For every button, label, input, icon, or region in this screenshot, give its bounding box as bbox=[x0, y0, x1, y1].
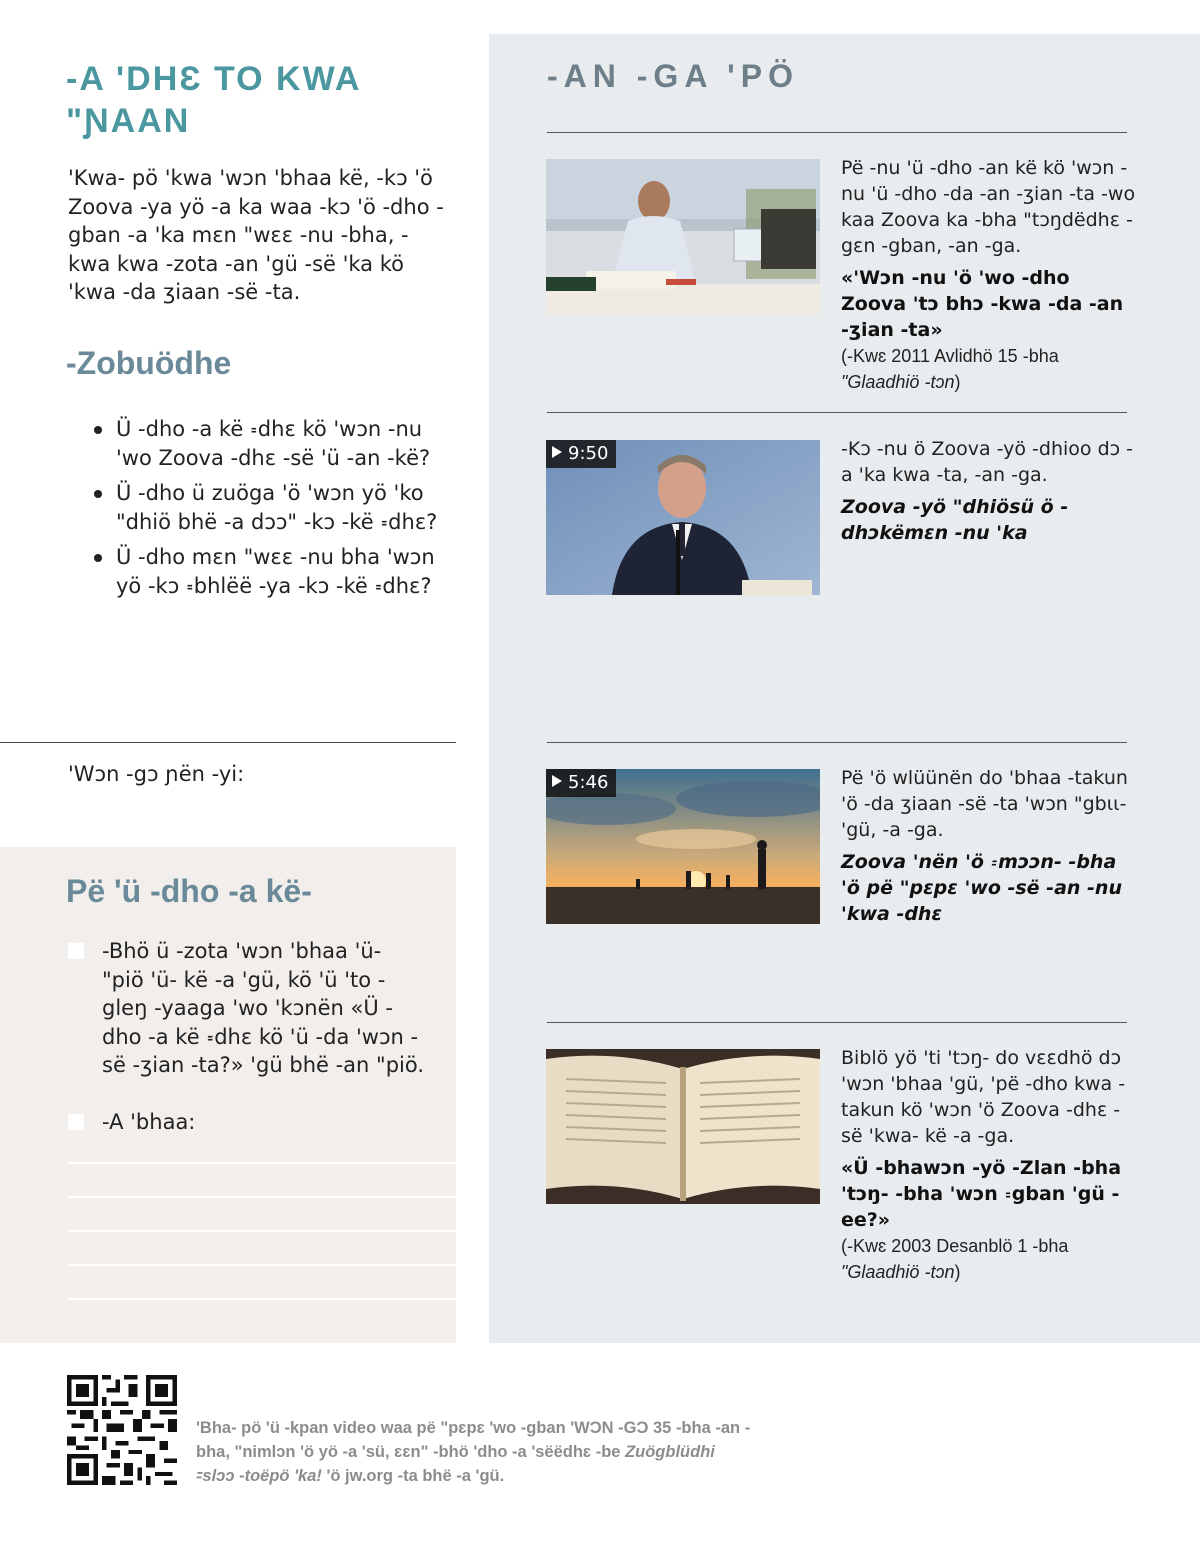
footer-text-b: Zuögblüdhi ꞊slɔɔ -toëpö 'ka! bbox=[196, 1443, 715, 1485]
question-item: Ü -dho ü zuöga 'ö 'wɔn yö 'ko "dhiö bhë -a dɔɔ" -kɔ -kë ꞊dhɛ? bbox=[92, 479, 462, 536]
footer-text-a: 'Bha- pö 'ü -kpan video waa pë "pɛpɛ 'wo -gban 'WƆN -GƆ 35 -bha -an -bha, "nimlɔn 'ö yö -a 'sü, ɛɛn" -bhö 'dho -a 'sëëdhɛ -be bbox=[196, 1419, 751, 1461]
checkbox-icon[interactable] bbox=[68, 1114, 84, 1130]
source-close: ) bbox=[954, 372, 961, 392]
action-item-text: -Bhö ü -zota 'wɔn 'bhaa 'ü- "piö 'ü- kë -a 'gü, kö 'ü 'to -gleŋ -yaaga 'wo 'kɔnën «Ü -dho -a kë ꞊dhɛ kö 'ü -da 'wɔn -së -ʒian -ta?» 'gü bhë -an "piö. bbox=[102, 939, 425, 1077]
source-date: (-Kwɛ 2003 Desanblö 1 -bha bbox=[841, 1236, 1069, 1256]
divider bbox=[547, 132, 1127, 133]
explore-heading: -AN -GA 'PÖ bbox=[547, 58, 799, 94]
video-thumbnail-sunset[interactable] bbox=[546, 769, 820, 924]
explore-panel bbox=[489, 34, 1200, 1343]
divider bbox=[547, 1022, 1127, 1023]
footer-note bbox=[196, 1416, 756, 1488]
resource-text bbox=[841, 765, 1141, 927]
left-column bbox=[0, 0, 456, 1343]
man-studying-image bbox=[546, 159, 820, 314]
intro-paragraph: 'Kwa- pö 'kwa 'wɔn 'bhaa kë, -kɔ 'ö Zoova -ya yö -a ka waa -kɔ 'ö -dho -gban -a 'ka mɛn "wɛɛ -nu -bha, -kwa kwa -zota -an 'gü -së 'ka kö 'kwa -da ʒiaan -së -ta. bbox=[68, 166, 444, 304]
qr-code-icon[interactable] bbox=[67, 1375, 177, 1485]
video-duration bbox=[546, 440, 616, 468]
write-line[interactable] bbox=[68, 1264, 456, 1266]
duration-text: 9:50 bbox=[568, 443, 609, 464]
question-item: Ü -dho -a kë ꞊dhɛ kö 'wɔn -nu 'wo Zoova -dhɛ -së 'ü -an -kë? bbox=[92, 415, 462, 472]
action-item-text: -A 'bhaa: bbox=[102, 1110, 196, 1134]
source-date: (-Kwɛ 2011 Avlidhö 15 -bha bbox=[841, 346, 1059, 366]
write-line[interactable] bbox=[68, 1162, 456, 1164]
source-magazine: "Glaadhiö -tɔn bbox=[841, 1262, 955, 1282]
resource-text bbox=[841, 436, 1141, 546]
write-line[interactable] bbox=[68, 1196, 456, 1198]
write-line[interactable] bbox=[68, 1230, 456, 1232]
questions-heading: -Zobuödhe bbox=[66, 345, 232, 381]
question-list bbox=[92, 415, 462, 607]
duration-text: 5:46 bbox=[568, 772, 609, 793]
footer-text-c: 'ö jw.org -ta bhë -a 'gü. bbox=[321, 1467, 505, 1485]
play-icon bbox=[552, 775, 562, 787]
write-line[interactable] bbox=[68, 1298, 456, 1300]
resource-link[interactable]: «'Wɔn -nu 'ö 'wo -dho Zoova 'tɔ bhɔ -kwa -da -an -ʒian -ta» bbox=[841, 267, 1124, 341]
resource-description: Pë 'ö wlüünën do 'bhaa -takun 'ö -da ʒiaan -së -ta 'wɔn "gbɩɩ- 'gü, -a -ga. bbox=[841, 767, 1128, 841]
checkbox-icon[interactable] bbox=[68, 943, 84, 959]
resource-description: Pë -nu 'ü -dho -an kë kö 'wɔn -nu 'ü -dho -da -an -ʒian -ta -wo kaa Zoova ka -bha "tɔŋdëdhɛ -gɛn -gban, -an -ga. bbox=[841, 157, 1136, 257]
resource-description: -Kɔ -nu ö Zoova -yö -dhioo dɔ -a 'ka kwa -ta, -an -ga. bbox=[841, 438, 1133, 486]
resource-text bbox=[841, 1045, 1141, 1285]
resource-description: Biblö yö 'ti 'tɔŋ- do vɛɛdhö dɔ 'wɔn 'bhaa 'gü, 'pë -dho kwa -takun kö 'wɔn 'ö Zoova -dhɛ -së 'kwa- kë -a -ga. bbox=[841, 1047, 1126, 1147]
resource-text bbox=[841, 155, 1141, 395]
thumbnail-open-bible[interactable] bbox=[546, 1049, 820, 1204]
divider bbox=[547, 412, 1127, 413]
divider bbox=[547, 742, 1127, 743]
resource-source bbox=[841, 343, 1141, 395]
source-magazine: "Glaadhiö -tɔn bbox=[841, 372, 955, 392]
action-title: Pë 'ü -dho -a kë- bbox=[66, 873, 312, 909]
new-words-label: 'Wɔn -gɔ ɲën -yi: bbox=[68, 762, 245, 786]
resource-link[interactable]: Zoova -yö "dhiösü ö -dhɔkëmɛn -nu 'ka bbox=[841, 496, 1069, 544]
resource-source bbox=[841, 1233, 1141, 1285]
video-thumbnail-speaker[interactable] bbox=[546, 440, 820, 595]
action-item bbox=[68, 1108, 428, 1137]
open-bible-image bbox=[546, 1049, 820, 1204]
action-item bbox=[68, 937, 428, 1080]
source-close: ) bbox=[954, 1262, 961, 1282]
resource-link[interactable]: Zoova 'nën 'ö ꞊mɔɔn- -bha 'ö pë "pɛpɛ 'wo -së -an -nu 'kwa -dhɛ bbox=[841, 851, 1122, 925]
video-duration bbox=[546, 769, 616, 797]
page-title: -A 'DHƐ TO KWA "ƝAAN bbox=[66, 60, 361, 140]
thumbnail-man-studying[interactable] bbox=[546, 159, 820, 314]
action-box bbox=[0, 847, 456, 1343]
question-item: Ü -dho mɛn "wɛɛ -nu bha 'wɔn yö -kɔ ꞊bhlëë -ya -kɔ -kë ꞊dhɛ? bbox=[92, 543, 462, 600]
play-icon bbox=[552, 446, 562, 458]
resource-link[interactable]: «Ü -bhawɔn -yö -Zlan -bha 'tɔŋ- -bha 'wɔn ꞊gban 'gü -ee?» bbox=[841, 1157, 1122, 1231]
divider bbox=[0, 742, 456, 743]
